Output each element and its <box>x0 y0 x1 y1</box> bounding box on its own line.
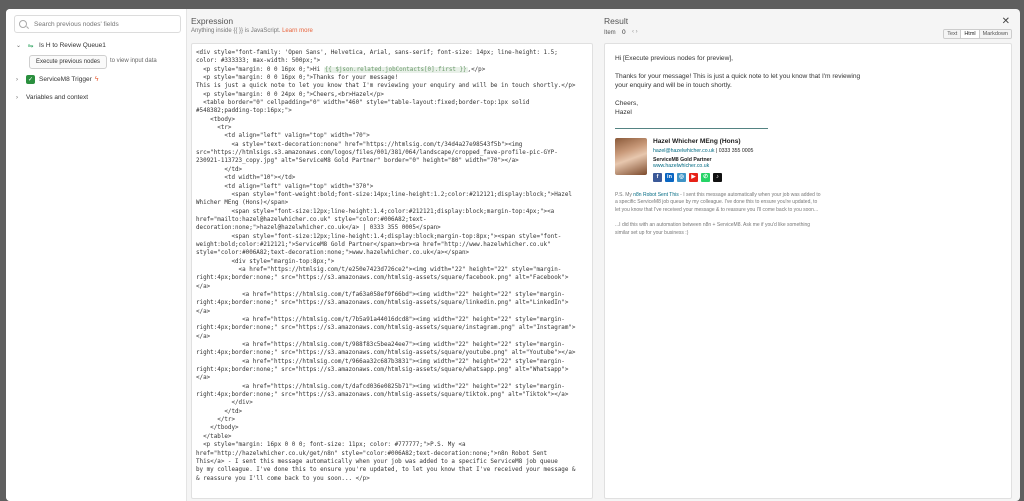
ps-prefix: P.S. My <box>615 191 632 198</box>
n8n-robot-link[interactable]: n8n Robot Sent This <box>633 191 679 198</box>
result-title: Result <box>604 16 629 26</box>
input-panel <box>6 9 187 501</box>
tree-node-label: ServiceM8 Trigger <box>39 76 92 83</box>
expression-token: {{ $json.related.jobContacts[0].first }} <box>324 66 467 73</box>
signoff-name: Hazel <box>615 109 632 116</box>
format-markdown-button[interactable]: Markdown <box>980 30 1011 38</box>
instagram-icon[interactable]: ◎ <box>677 173 686 182</box>
ps-note <box>615 192 823 215</box>
linkedin-icon[interactable]: in <box>665 173 674 182</box>
expression-code-editor[interactable] <box>191 43 593 499</box>
social-icons <box>653 173 753 182</box>
format-text-button[interactable]: Text <box>944 30 961 38</box>
expression-subtitle <box>191 28 313 34</box>
signature-details <box>653 138 753 182</box>
partner-badge: ServiceM8 Gold Partner <box>653 156 712 163</box>
item-label: Item <box>604 30 616 36</box>
tiktok-icon[interactable]: ♪ <box>713 173 722 182</box>
subtitle-braces: {{ }} <box>233 28 244 34</box>
item-index[interactable]: 0 <box>622 29 626 36</box>
lightning-icon: ϟ <box>94 76 99 83</box>
profile-photo <box>615 138 647 175</box>
result-preview <box>604 43 1012 499</box>
youtube-icon[interactable]: ▶ <box>689 173 698 182</box>
code-line: color: #333333; max-width: 500px;"> <box>196 58 321 65</box>
branch-icon: ⇋ <box>27 42 34 50</box>
item-pager[interactable]: ‹ › <box>632 29 638 35</box>
tree-node-servicem8-trigger[interactable] <box>16 75 98 84</box>
signoff <box>615 99 1001 118</box>
code-line: ,</p> <box>467 66 486 73</box>
signature-name: Hazel Whicher MEng (Hons) <box>653 137 741 145</box>
email-signature <box>615 128 768 182</box>
tree-node-review-queue[interactable] <box>16 41 106 50</box>
code-line: <div style="font-family: 'Open Sans', Helvetica, Arial, sans-serif; font-size: 14px; line-height: 1.5; <box>196 50 558 56</box>
chevron-down-icon[interactable]: ⌄ <box>16 43 22 49</box>
cheers-text: Cheers, <box>615 99 639 107</box>
subtitle-prefix: Anything inside <box>191 28 232 34</box>
search-input[interactable] <box>32 20 176 29</box>
chevron-right-icon[interactable]: › <box>16 76 18 83</box>
automation-footer: ...I did this with an automation between n8n + ServiceM8. Ask me if you'd like something similar set up for your business :) <box>615 222 811 236</box>
learn-more-link[interactable]: Learn more <box>282 28 313 34</box>
website-link[interactable]: www.hazelwhicher.co.uk <box>653 162 710 169</box>
code-body: This is just a quick note to let you know that I'm reviewing your enquiry and will be in touch shortly.</p> <p style="margin: 0 0 24px 0;">Cheers,<br>Hazel</p> <table border="0" cellpadding="0" width="460" style="table-layout:fixed;border-top:1px solid #548382;padding-top:16px;"> <tbody> <tr> <td align="left" valign="top" width="70"> <a style="text-decoration:none" href="https://htmlsig.com/t/34d4a27e98543f5b"><img src="https://htmlsigs.s3.amazonaws.com/logos/files/001/381/064/landscape/cropped_fave-profile-pic-GYP- 230921-113723_copy.jpg" alt="ServiceM8 Gold Partner" border="0" height="80" width="70"></a> </td> <td width="10"></td> <td align="left" valign="top" width="370"> <span style="font-weight:bold;font-size:14px;line-height:1.2;color:#212121;display:block;">Hazel Whicher MEng (Hons)</span> <span style="font-size:12px;line-height:1.4;color:#212121;display:block;margin-top:4px;"><a href="mailto:hazel@hazelwhicher.co.uk" style="color:#006A82;text- decoration:none;">hazel@hazelwhicher.co.uk</a> | 0333 355 0005</span> <span style="font-size:12px;line-height:1.4;display:block;margin-top:8px;"><span style="font- weight:bold;color:#212121;">ServiceM8 Gold Partner</span><br><a href="http://www.hazelwhicher.co.uk" style="color:#006A82;text-decoration:none;">www.hazelwhicher.co.uk</a></span> <div style="margin-top:8px;"> <a href="https://htmlsig.com/t/e250e7423d726ce2"><img width="22" height="22" style="margin- right:4px;border:none;" src="https://s3.amazonaws.com/htmlsig-assets/square/facebook.png" alt="Facebook"> </a> <a href="https://htmlsig.com/t/fa63a058ef9f66bd"><img width="22" height="22" style="margin- right:4px;border:none;" src="https://s3.amazonaws.com/htmlsig-assets/square/linkedin.png" alt="LinkedIn"> </a> <a href="https://htmlsig.com/t/7b5a91a44016dcd8"><img width="22" height="22" style="margin- right:4px;border:none;" src="https://s3.amazonaws.com/htmlsig-assets/square/instagram.png" alt="Instagram"> </a> <a href="https://htmlsig.com/t/988f83c5bea24ee7"><img width="22" height="22" style="margin- right:4px;border:none;" src="https://s3.amazonaws.com/htmlsig-assets/square/youtube.png" alt="Youtube"></a> <a href="https://htmlsig.com/t/966aa32c687b3831"><img width="22" height="22" style="margin- right:4px;border:none;" src="https://s3.amazonaws.com/htmlsig-assets/square/whatsapp.png" alt="Whatsapp"> </a> <a href="https://htmlsig.com/t/dafcd036e0825b71"><img width="22" height="22" style="margin- right:4px;border:none;" src="https://s3.amazonaws.com/htmlsig-assets/square/tiktok.png" alt="Tiktok"></a> </div> </td> </tr> </tbody> </table> <p style="margin: 16px 0 0 0; font-size: 11px; color: #777777;">P.S. My <a href="http://hazelwhicher.co.uk/get/n8n" style="color:#006A82;text-decoration:none;">n8n Robot Sent This</a> - I sent this message automatically when your job was added to a specific ServiceM8 job queue by my colleague. I've done this to ensure you're updated, to let you know that I've received your message & & reassure you I'll come back to you soon... </p> <box>196 83 576 482</box>
greeting: Hi [Execute previous nodes for preview], <box>615 55 734 62</box>
execute-previous-nodes-button[interactable]: Execute previous nodes <box>29 55 107 69</box>
format-html-button[interactable]: Html <box>961 30 979 38</box>
facebook-icon[interactable]: f <box>653 173 662 182</box>
chevron-right-icon[interactable]: › <box>16 94 18 101</box>
close-icon[interactable]: ✕ <box>1001 16 1010 27</box>
code-line: <p style="margin: 0 0 16px 0;">Thanks for your message! <box>196 75 399 82</box>
tree-node-label: Variables and context <box>26 94 89 101</box>
email-link[interactable]: hazel@hazelwhicher.co.uk <box>653 147 715 154</box>
whatsapp-icon[interactable]: ✆ <box>701 173 710 182</box>
search-box[interactable] <box>14 15 181 33</box>
search-icon <box>19 20 27 28</box>
exec-hint: to view input data <box>110 58 157 64</box>
message-paragraph: Thanks for your message! This is just a quick note to let you know that I'm reviewing your enquiry and will be in touch shortly. <box>615 72 861 89</box>
expression-panel <box>187 9 599 501</box>
signature-contact <box>653 148 753 154</box>
subtitle-suffix: is JavaScript. <box>244 28 281 34</box>
result-panel <box>600 9 1020 501</box>
expression-title: Expression <box>191 16 234 26</box>
tree-node-variables[interactable] <box>16 94 88 101</box>
phone-number: | 0333 355 0005 <box>715 147 754 154</box>
servicem8-icon: ✓ <box>27 77 34 83</box>
expression-editor-modal <box>6 9 1020 501</box>
tree-node-label: Is H to Review Queue1 <box>39 42 106 49</box>
code-line: <p style="margin: 0 0 16px 0;">Hi <box>196 66 324 73</box>
format-toggle <box>943 29 1012 39</box>
ps-text: - I sent this message automatically when your job was added to a specific ServiceM8 job queue by my colleague. I've done this to ensure you're updated, to let you know that I've received your message & to reassure you I'll come back to you soon... <box>615 191 821 213</box>
